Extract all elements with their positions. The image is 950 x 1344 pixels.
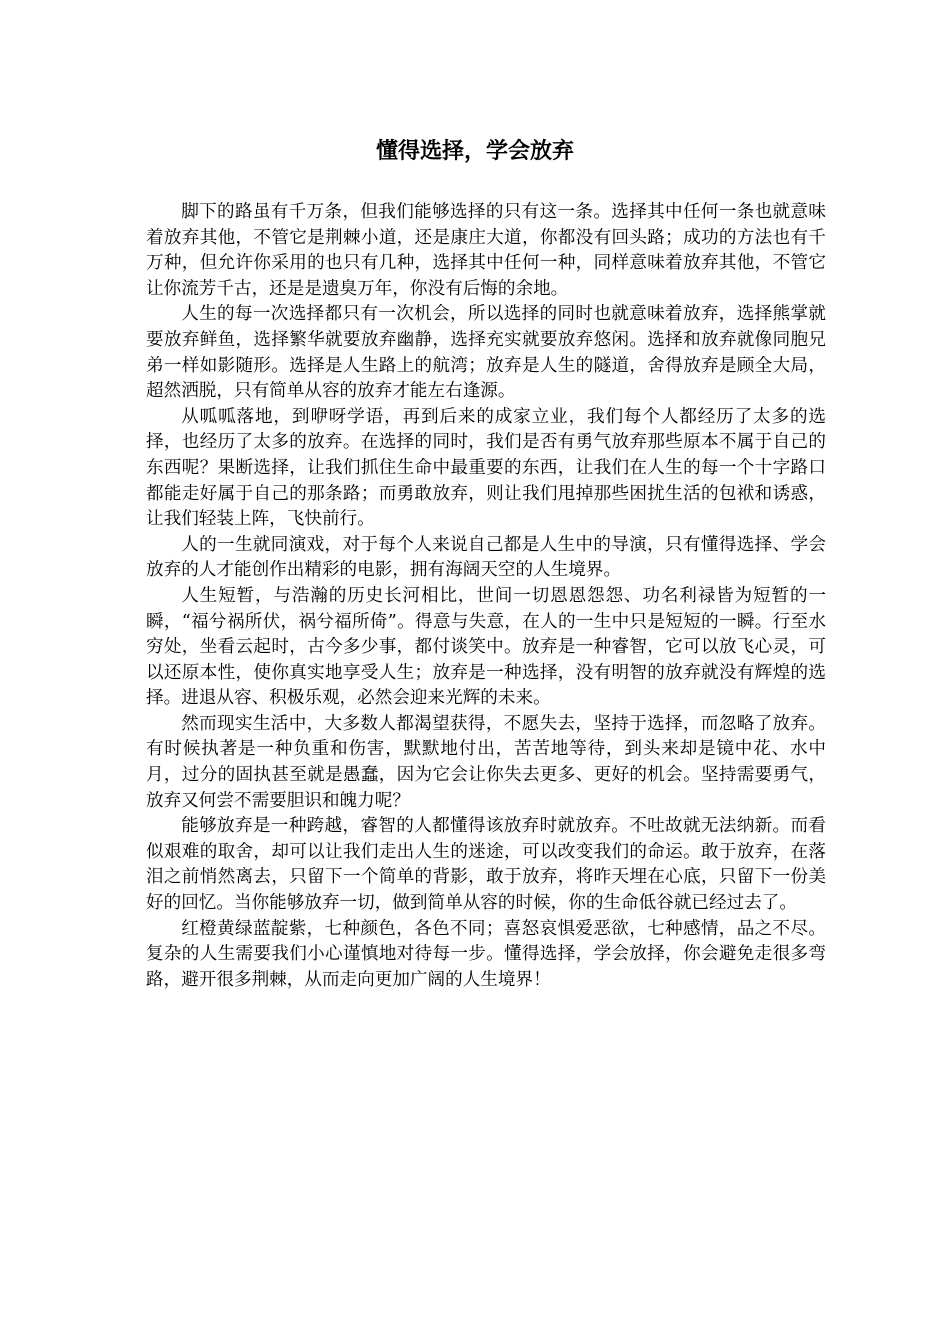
paragraph: 红橙黄绿蓝靛紫，七种颜色，各色不同；喜怒哀惧爱恶欲，七种感情，品之不尽。复杂的人生需要我们小心谨慎地对待每一步。懂得选择，学会放择，你会避免走很多弯路，避开很多荆棘，从而走向更加广阔的人生境界！ bbox=[146, 918, 826, 990]
paragraph: 脚下的路虽有千万条，但我们能够选择的只有这一条。选择其中任何一条也就意味着放弃其他，不管它是荆棘小道，还是康庄大道，你都没有回头路；成功的方法也有千万种，但允许你采用的也只有几种，选择其中任何一种，同样意味着放弃其他，不管它让你流芳千古，还是是遗臭万年，你没有后悔的余地。 bbox=[146, 202, 826, 299]
paragraph: 从呱呱落地，到咿呀学语，再到后来的成家立业，我们每个人都经历了太多的选择，也经历了太多的放弃。在选择的同时，我们是否有勇气放弃那些原本不属于自己的东西呢？果断选择，让我们抓住生命中最重要的东西，让我们在人生的每一个十字路口都能走好属于自己的那条路；而勇敢放弃，则让我们甩掉那些困扰生活的包袱和诱惑，让我们轻装上阵，飞快前行。 bbox=[146, 406, 826, 530]
document-title: 懂得选择，学会放弃 bbox=[375, 139, 574, 164]
paragraph: 能够放弃是一种跨越，睿智的人都懂得该放弃时就放弃。不吐故就无法纳新。而看似艰难的取舍，却可以让我们走出人生的迷途，可以改变我们的命运。敢于放弃，在落泪之前悄然离去，只留下一个简单的背影，敢于放弃，将昨天埋在心底，只留下一份美好的回忆。当你能够放弃一切，做到简单从容的时候，你的生命低谷就已经过去了。 bbox=[146, 816, 826, 914]
paragraph: 人生短暂，与浩瀚的历史长河相比，世间一切恩恩怨怨、功名利禄皆为短暂的一瞬，“福兮祸所伏，祸兮福所倚”。得意与失意，在人的一生中只是短短的一瞬。行至水穷处，坐看云起时，古今多少事，都付谈笑中。放弃是一种睿智，它可以放飞心灵，可以还原本性，使你真实地享受人生；放弃是一种选择，没有明智的放弃就没有辉煌的选择。进退从容、积极乐观，必然会迎来光辉的未来。 bbox=[146, 585, 826, 709]
article-body bbox=[146, 200, 826, 993]
paragraph: 人的一生就同演戏，对于每个人来说自己都是人生中的导演，只有懂得选择、学会放弃的人才能创作出精彩的电影，拥有海阔天空的人生境界。 bbox=[146, 534, 826, 581]
paragraph: 人生的每一次选择都只有一次机会，所以选择的同时也就意味着放弃，选择熊掌就要放弃鲜鱼，选择繁华就要放弃幽静，选择充实就要放弃悠闲。选择和放弃就像同胞兄弟一样如影随形。选择是人生路上的航湾；放弃是人生的隧道，舍得放弃是顾全大局，超然洒脱，只有简单从容的放弃才能左右逢源。 bbox=[146, 304, 826, 402]
paragraph: 然而现实生活中，大多数人都渴望获得，不愿失去，坚持于选择，而忽略了放弃。有时候执著是一种负重和伤害，默默地付出，苦苦地等待，到头来却是镜中花、水中月，过分的固执甚至就是愚蠢，因为它会让你失去更多、更好的机会。坚持需要勇气，放弃又何尝不需要胆识和魄力呢？ bbox=[146, 713, 826, 811]
